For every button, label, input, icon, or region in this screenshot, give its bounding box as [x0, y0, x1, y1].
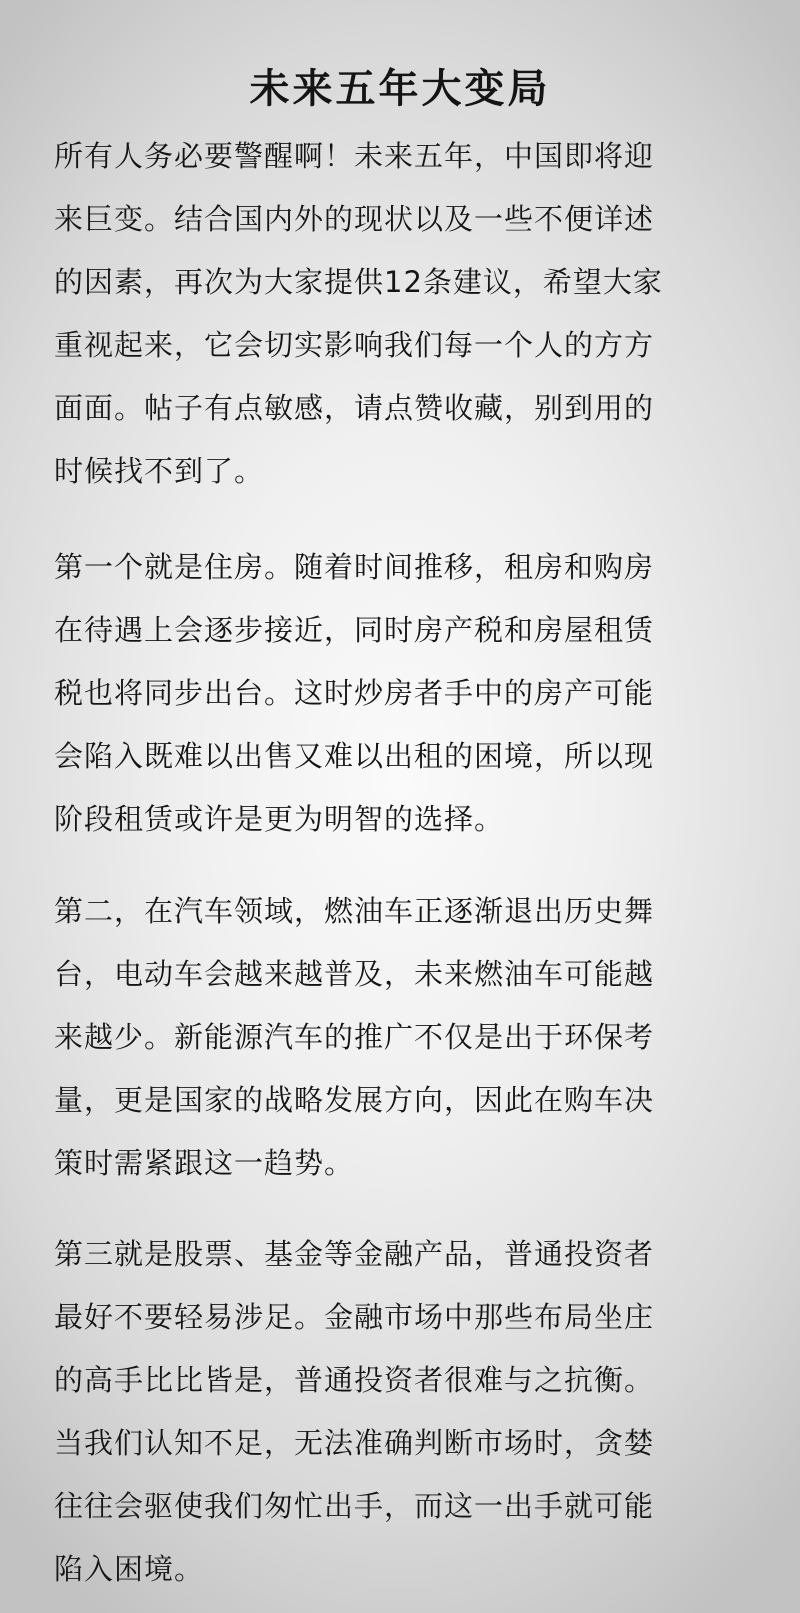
article-title: 未来五年大变局: [249, 65, 551, 112]
intro-paragraph: 所有人务必要警醒啊！未来五年，中国即将迎 来巨变。结合国内外的现状以及一些不便详述 的因素，再次为大家提供12条建议，希望大家 重视起来，它会切实影响我们每一个人的方方 面面。帖子有点敏感，请点赞收藏，别到用的 时候找不到了。: [54, 139, 663, 488]
finance-paragraph: 第三就是股票、基金等金融产品，普通投资者 最好不要轻易涉足。金融市场中那些布局坐庄 的高手比比皆是，普通投资者很难与之抗衡。 当我们认知不足，无法准确判断市场时，贪婪 往往会驱使我们匆忙出手，而这一出手就可能 陷入困境。: [54, 1237, 655, 1586]
automobile-paragraph: 第二，在汽车领域，燃油车正逐渐退出历史舞 台，电动车会越来越普及，未来燃油车可能越 来越少。新能源汽车的推广不仅是出于环保考 量，更是国家的战略发展方向，因此在购车决 策时需紧跟这一趋势。: [54, 894, 655, 1180]
housing-paragraph: 第一个就是住房。随着时间推移，租房和购房 在待遇上会逐步接近，同时房产税和房屋租赁 税也将同步出台。这时炒房者手中的房产可能 会陷入既难以出售又难以出租的困境，所以现 阶段租赁或许是更为明智的选择。: [54, 550, 655, 836]
